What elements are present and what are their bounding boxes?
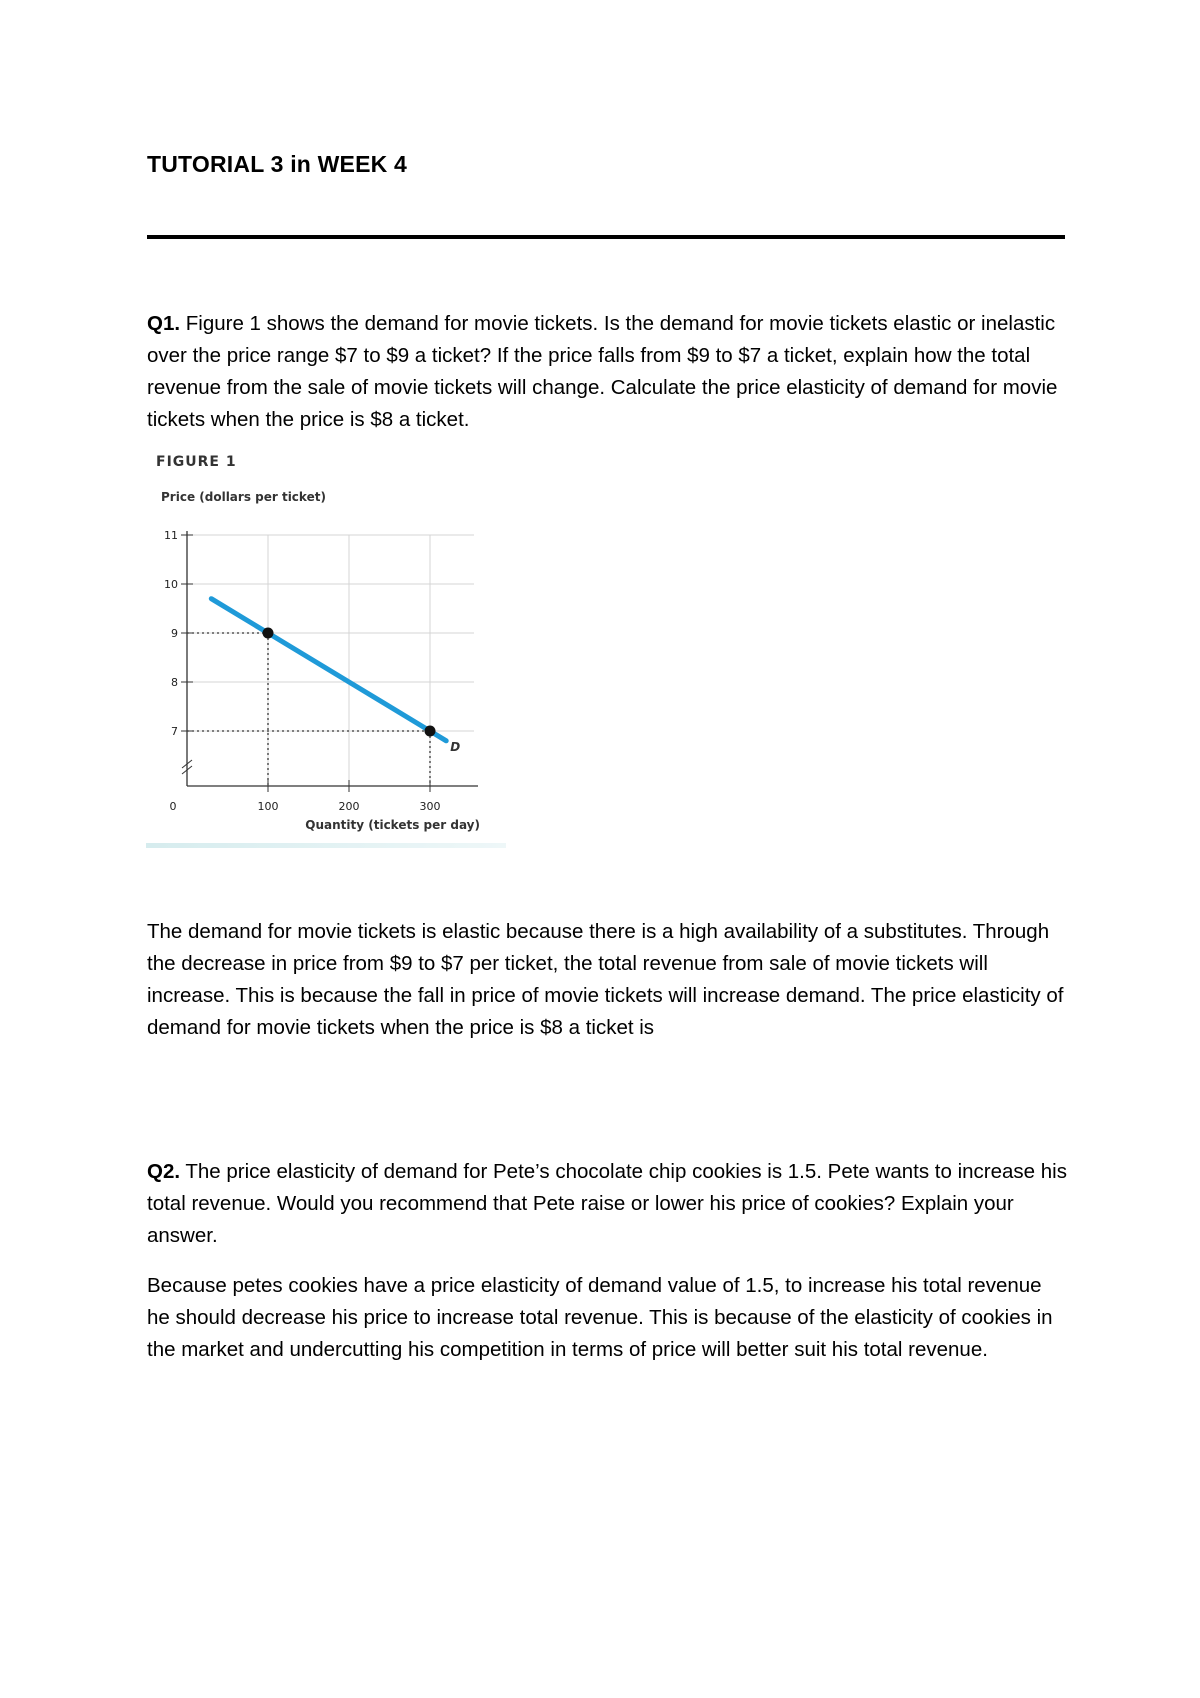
x-tick-label: 300 [419, 800, 441, 813]
data-point [425, 726, 436, 737]
x-axis-title: Quantity (tickets per day) [305, 818, 480, 832]
demand-curve [211, 599, 446, 741]
question-2 [147, 1156, 1067, 1252]
question-1 [147, 308, 1067, 436]
question-1-label: Q1. [147, 312, 181, 335]
question-2-label: Q2. [147, 1160, 181, 1183]
figure-1 [146, 448, 506, 848]
question-2-text: The price elasticity of demand for Pete’s chocolate chip cookies is 1.5. Pete wants to increase his total revenue. Would you recommend that Pete raise or lower his price of cookies? Explain your answer. [147, 1160, 1067, 1247]
x-tick-label: 0 [169, 800, 177, 813]
data-point [263, 628, 274, 639]
x-tick-label: 200 [338, 800, 360, 813]
title-divider [147, 235, 1065, 239]
figure-underline [146, 843, 506, 848]
y-tick-label: 10 [164, 578, 178, 591]
curve-label: D [450, 739, 461, 754]
question-1-text: Figure 1 shows the demand for movie tickets. Is the demand for movie tickets elastic or inelastic over the price range $7 to $9 a ticket? If the price falls from $9 to $7 a ticket, explain how the total revenue from the sale of movie tickets will change. Calculate the price elasticity of demand for movie tickets when the price is $8 a ticket. [147, 312, 1058, 431]
y-tick-label: 9 [171, 627, 178, 640]
figure-label: FIGURE 1 [156, 454, 237, 470]
y-tick-label: 7 [171, 725, 178, 738]
answer-1: The demand for movie tickets is elastic because there is a high availability of a substitutes. Through the decrease in price from $9 to $7 per ticket, the total revenue from sale of movie tickets will increase. This is because the fall in price of movie tickets will increase demand. The price elasticity of demand for movie tickets when the price is $8 a ticket is [147, 920, 1064, 1039]
page-title: TUTORIAL 3 in WEEK 4 [147, 151, 408, 177]
demand-chart [146, 448, 506, 848]
y-axis-title: Price (dollars per ticket) [161, 490, 326, 504]
y-tick-label: 11 [164, 529, 178, 542]
y-tick-label: 8 [171, 676, 178, 689]
answer-2: Because petes cookies have a price elasticity of demand value of 1.5, to increase his total revenue he should decrease his price to increase total revenue. This is because of the elasticity of cookies in the market and undercutting his competition in terms of price will better suit his total revenue. [147, 1274, 1053, 1361]
x-tick-label: 100 [257, 800, 279, 813]
